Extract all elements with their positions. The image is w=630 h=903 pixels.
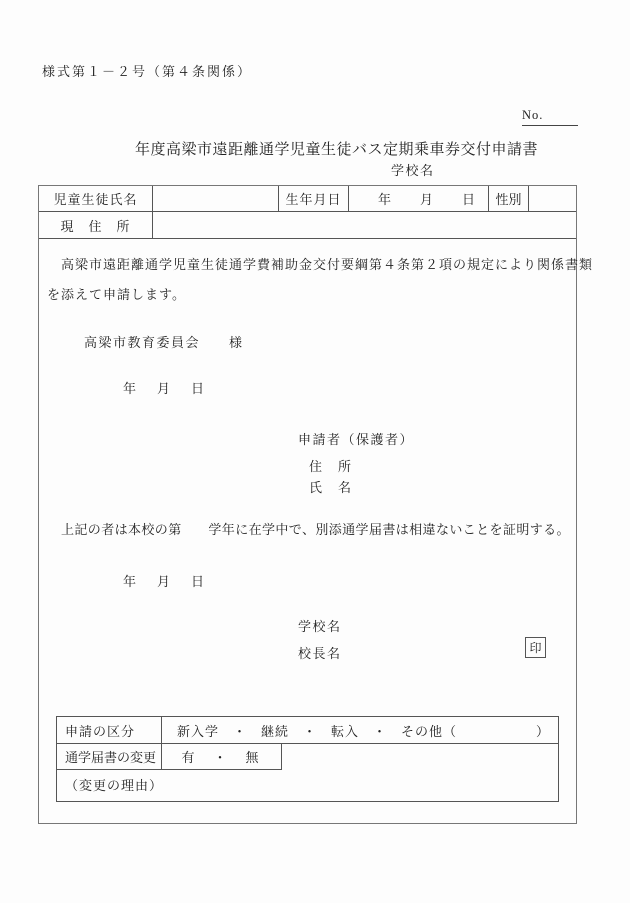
category-row — [57, 717, 558, 744]
birth-date-field: 年 月 日 — [349, 186, 489, 211]
address-label: 現 住 所 — [39, 212, 153, 238]
school-name-label: 学校名 — [298, 619, 342, 634]
applicant-name-label: 氏 名 — [309, 480, 353, 495]
application-date: 年 月 日 — [123, 381, 209, 396]
address-field — [153, 212, 576, 238]
change-row — [57, 744, 558, 770]
birth-date-label: 生年月日 — [279, 186, 349, 211]
application-detail-table — [56, 716, 559, 802]
change-label: 通学届書の変更 — [57, 744, 162, 770]
category-options: 新入学 ・ 継続 ・ 転入 ・ その他（ — [177, 723, 458, 739]
student-name-label: 児童生徒氏名 — [39, 186, 153, 211]
principal-name-label: 校長名 — [298, 646, 342, 661]
certification-date: 年 月 日 — [123, 574, 209, 589]
change-row-spacer — [282, 744, 558, 770]
student-name-field — [153, 186, 279, 211]
main-form-box — [38, 185, 594, 824]
addressee: 高梁市教育委員会 様 — [84, 335, 244, 350]
body-paragraph-line-1: 高梁市遠距離通学児童生徒通学費補助金交付要綱第４条第２項の規定により関係書類 — [47, 257, 594, 272]
address-row — [39, 212, 576, 239]
change-options-cell: 有 ・ 無 — [162, 744, 282, 770]
category-options-cell — [162, 717, 558, 743]
gender-field — [529, 186, 576, 211]
no-label: No. — [522, 108, 544, 122]
applicant-label: 申請者（保護者） — [298, 432, 415, 447]
form-number: 様式第１－２号（第４条関係） — [42, 64, 253, 79]
applicant-address-label: 住 所 — [309, 459, 353, 474]
stamp-box — [525, 637, 546, 658]
category-close-paren: ） — [535, 723, 550, 739]
certification-statement: 上記の者は本校の第 学年に在学中で、別添通学届書は相違ないことを証明する。 — [61, 522, 570, 537]
no-field — [522, 108, 578, 126]
body-paragraph-line-2: を添えて申請します。 — [47, 287, 186, 302]
category-label: 申請の区分 — [57, 717, 162, 743]
student-info-row — [39, 186, 576, 212]
gender-label: 性別 — [489, 186, 529, 211]
reason-row — [57, 770, 558, 802]
page-title: 年度高梁市遠距離通学児童生徒バス定期乗車券交付申請書 — [135, 142, 539, 158]
school-name-top-label: 学校名 — [391, 163, 435, 178]
stamp-label: 印 — [529, 641, 542, 655]
reason-label: （変更の理由） — [65, 778, 164, 793]
